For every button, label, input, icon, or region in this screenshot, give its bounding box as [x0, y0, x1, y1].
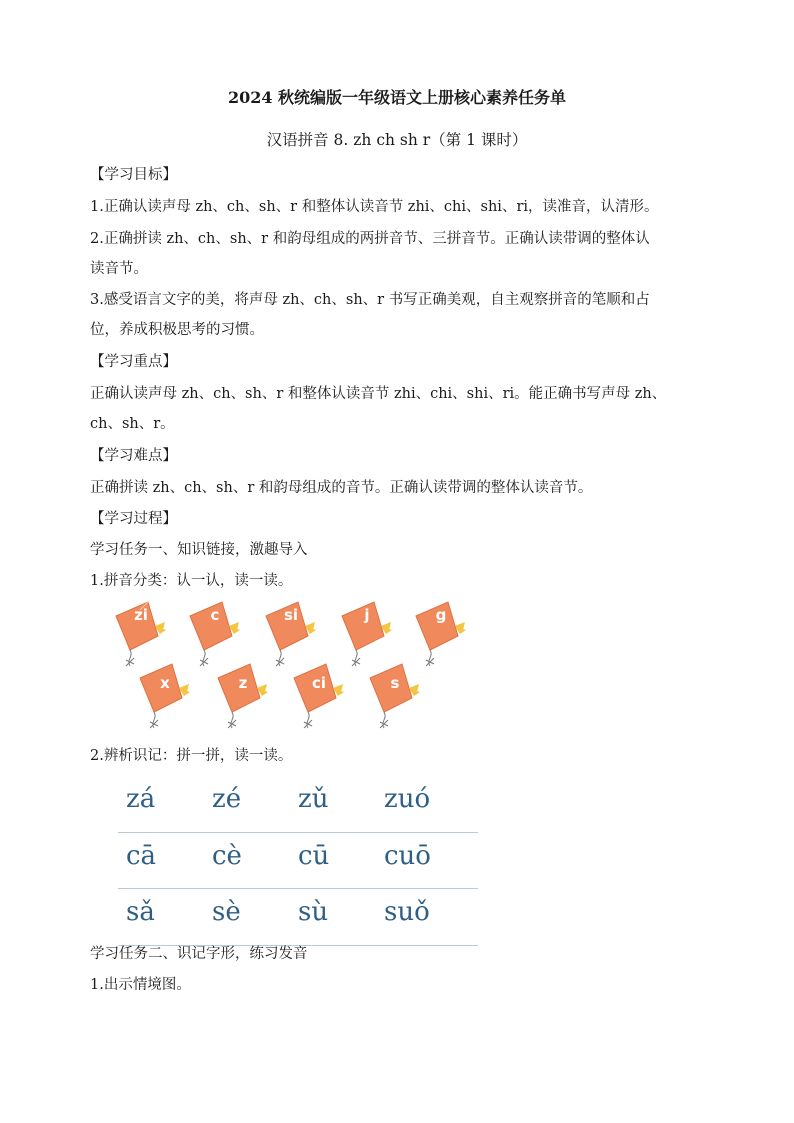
- step-1-text: 1.拼音分类：认一认，读一读。: [90, 573, 293, 589]
- kite-letter: si: [283, 606, 299, 624]
- kite: [364, 662, 434, 734]
- kite-icon: [212, 662, 282, 734]
- key-points-text-cont: ch、sh、r。: [90, 416, 175, 432]
- difficulties-heading: 【学习难点】: [90, 448, 177, 464]
- kite: [288, 662, 358, 734]
- pinyin-table: [118, 776, 478, 946]
- goal-item-2: 2.正确拼读 zh、ch、sh、r 和韵母组成的两拼音节、三拼音节。正确认读带调的整体认: [90, 231, 650, 247]
- kite-icon: [134, 662, 204, 734]
- kite-group: [100, 600, 480, 740]
- process-heading: 【学习过程】: [90, 511, 177, 527]
- pinyin-syllable: cuō: [384, 840, 431, 871]
- pinyin-syllable: zuó: [384, 784, 431, 814]
- goal-item-3: 3.感受语言文字的美，将声母 zh、ch、sh、r 书写正确美观，自主观察拼音的笔顺和占: [90, 292, 650, 308]
- kite-letter: x: [160, 674, 170, 692]
- pinyin-syllable: cè: [212, 840, 242, 871]
- kite-letter: z: [238, 674, 248, 692]
- difficulties-text: 正确拼读 zh、ch、sh、r 和韵母组成的音节。正确认读带调的整体认读音节。: [90, 480, 593, 496]
- kite-letter: s: [390, 674, 400, 692]
- pinyin-syllable: zǔ: [298, 784, 329, 814]
- pinyin-syllable: suǒ: [384, 897, 430, 927]
- pinyin-syllable: sǎ: [126, 897, 155, 927]
- key-points-heading: 【学习重点】: [90, 354, 177, 370]
- pinyin-row: [118, 776, 478, 833]
- step-2-text: 2.辨析识记：拼一拼，读一读。: [90, 748, 293, 764]
- pinyin-syllable: cū: [298, 840, 330, 871]
- task-1-title: 学习任务一、知识链接，激趣导入: [90, 542, 308, 558]
- pinyin-syllable: sù: [298, 897, 329, 927]
- pinyin-syllable: zá: [126, 784, 156, 814]
- kite-letter: g: [435, 606, 447, 624]
- page-title: 2024 秋统编版一年级语文上册核心素养任务单: [227, 88, 567, 107]
- key-points-text: 正确认读声母 zh、ch、sh、r 和整体认读音节 zhi、chi、shi、ri。能正确书写声母 zh、: [90, 386, 667, 402]
- kite: [134, 662, 204, 734]
- kite-icon: [288, 662, 358, 734]
- kite: [212, 662, 282, 734]
- goal-item-3-cont: 位，养成积极思考的习惯。: [90, 322, 264, 338]
- goals-heading: 【学习目标】: [90, 167, 177, 183]
- kite-letter: c: [210, 606, 220, 624]
- task-2-title: 学习任务二、识记字形，练习发音: [90, 946, 308, 962]
- kite-icon: [364, 662, 434, 734]
- goal-item-1: 1.正确认读声母 zh、ch、sh、r 和整体认读音节 zhi、chi、shi、ri，读准音，认清形。: [90, 199, 659, 215]
- pinyin-syllable: sè: [212, 897, 241, 927]
- pinyin-syllable: zé: [212, 784, 242, 814]
- goal-item-2-cont: 读音节。: [90, 261, 148, 277]
- pinyin-row: [118, 889, 478, 946]
- kite-letter: ci: [311, 674, 327, 692]
- pinyin-syllable: cā: [126, 840, 157, 871]
- step-3-text: 1.出示情境图。: [90, 977, 191, 993]
- kite-letter: j: [364, 606, 370, 624]
- page-subtitle: 汉语拼音 8. zh ch sh r（第 1 课时）: [266, 131, 528, 149]
- pinyin-row: [118, 833, 478, 890]
- kite-letter: zi: [134, 606, 148, 624]
